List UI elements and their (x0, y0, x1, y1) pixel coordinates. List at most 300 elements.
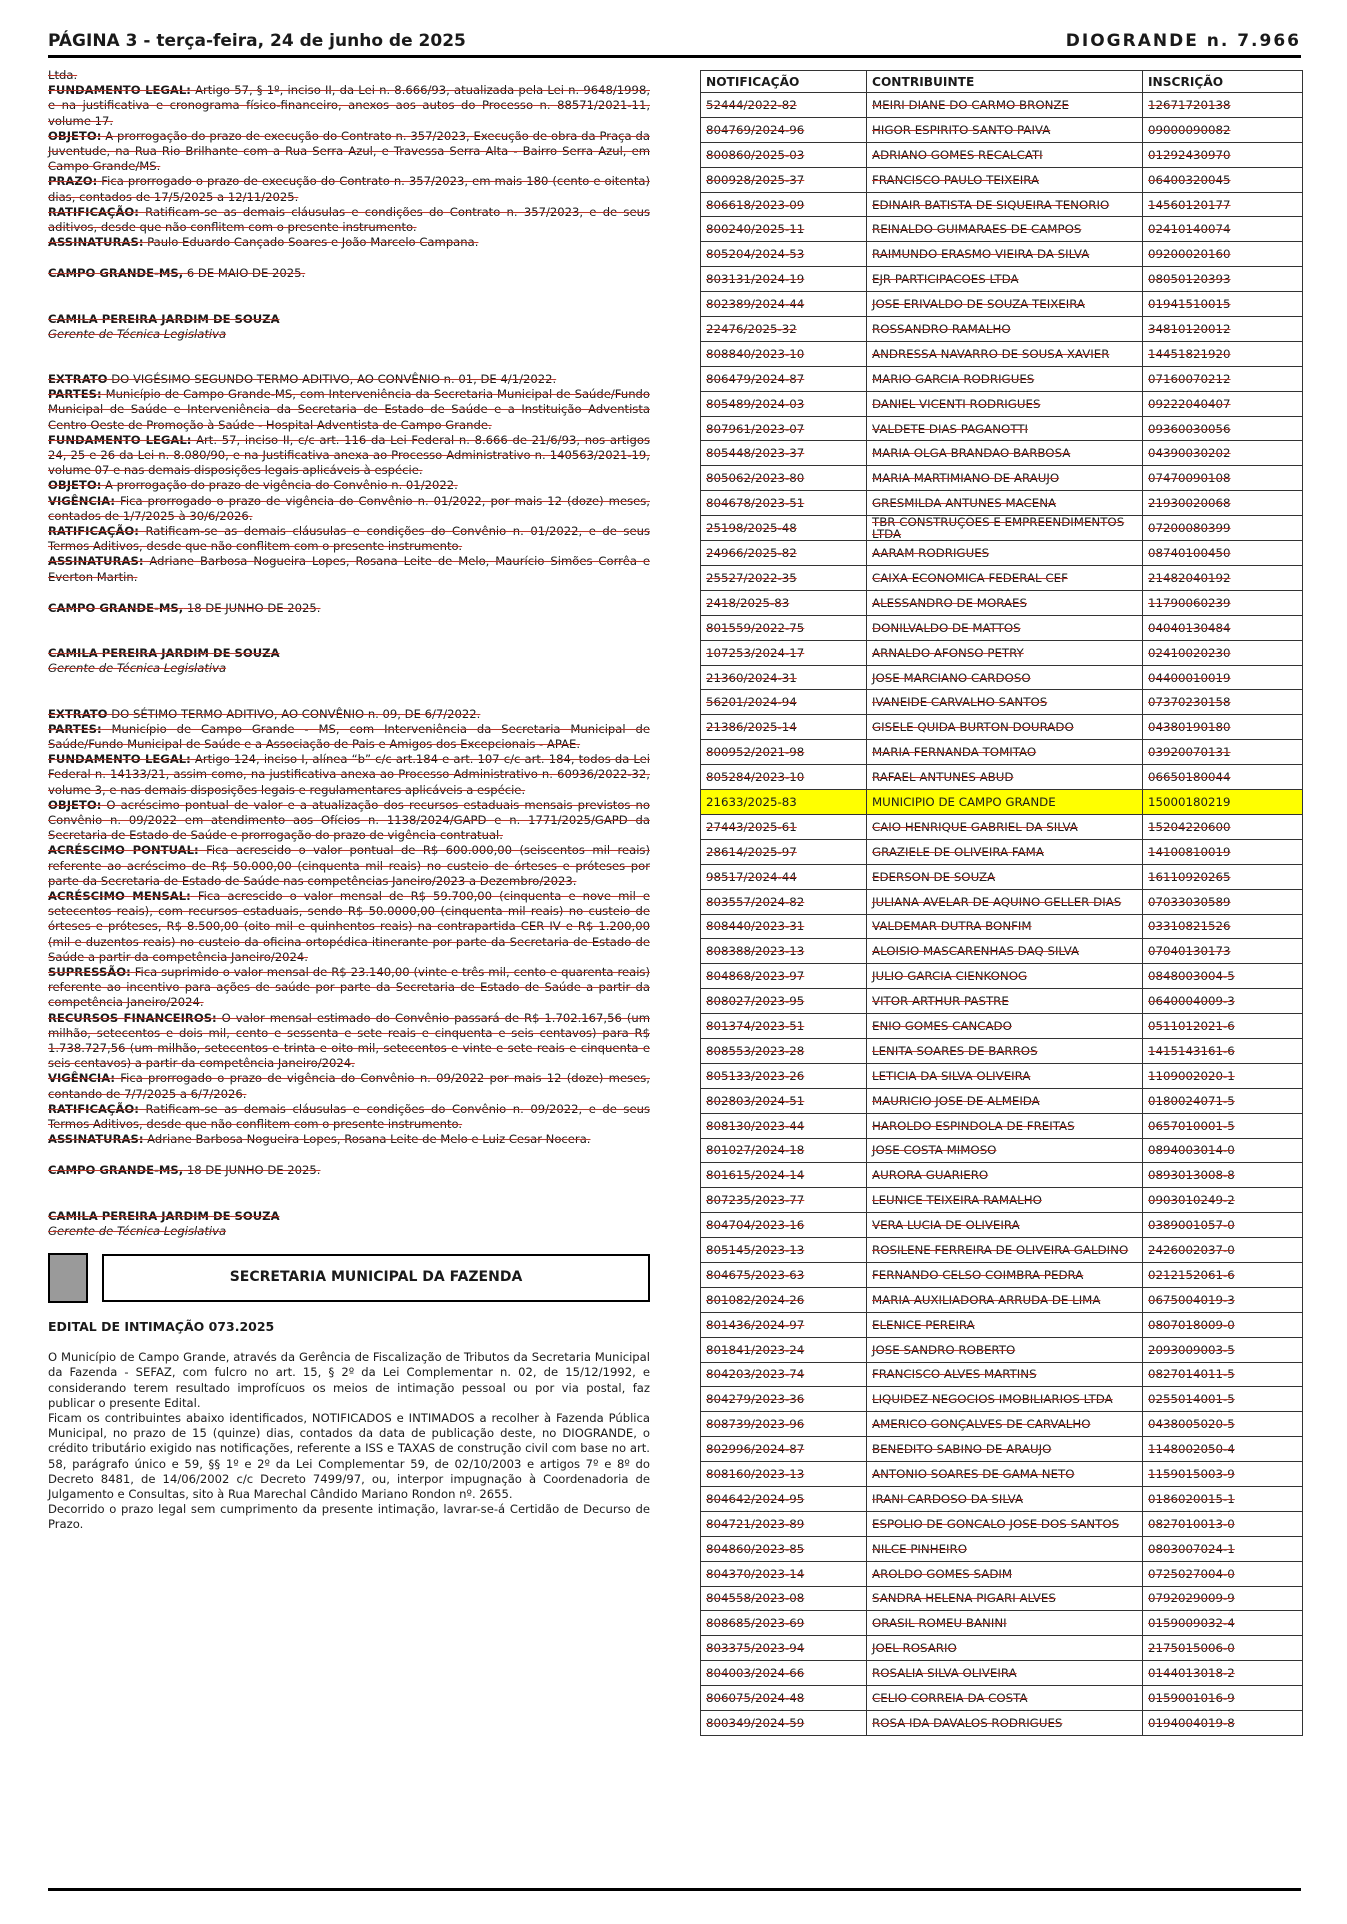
cell-inscricao: 0180024071-5 (1143, 1088, 1303, 1113)
table-body (701, 93, 1303, 1736)
cell-notificacao: 25198/2025-48 (701, 516, 867, 541)
cell-contribuinte: DONILVALDO DE MATTOS (867, 615, 1143, 640)
cell-contribuinte: MARIA MARTIMIANO DE ARAUJO (867, 466, 1143, 491)
text: Fica suprimido o valor mensal de R$ 23.140,00 (vinte e três mil, cento e quarenta reais) referente ao incentivo para ações de saúde por parte da Secretaria de Estado de Saúde a partir da competência Janeiro/2024. (48, 964, 650, 1010)
footer-rule (48, 1888, 1301, 1891)
label: OBJETO: (48, 128, 102, 143)
table-row (701, 217, 1303, 242)
label: RATIFICAÇÃO: (48, 524, 139, 539)
prazo (48, 174, 650, 204)
label: FUNDAMENTO LEGAL: (48, 83, 191, 98)
cell-notificacao: 804558/2023-08 (701, 1586, 867, 1611)
place-date (48, 266, 650, 281)
cell-notificacao: 805145/2023-13 (701, 1238, 867, 1263)
cell-inscricao: 08050120393 (1143, 267, 1303, 292)
table-row (701, 317, 1303, 342)
cell-inscricao: 02410020230 (1143, 640, 1303, 665)
cell-contribuinte: GRESMILDA ANTUNES MACENA (867, 491, 1143, 516)
cell-contribuinte: BENEDITO SABINO DE ARAUJO (867, 1437, 1143, 1462)
cell-contribuinte: FERNANDO CELSO COIMBRA PEDRA (867, 1262, 1143, 1287)
table-row (701, 1511, 1303, 1536)
cell-notificacao: 804860/2023-85 (701, 1536, 867, 1561)
cell-inscricao: 07160070212 (1143, 366, 1303, 391)
cell-inscricao: 07033030589 (1143, 889, 1303, 914)
table-row (701, 416, 1303, 441)
cell-contribuinte: MARIO GARCIA RODRIGUES (867, 366, 1143, 391)
cell-inscricao: 12671720138 (1143, 93, 1303, 118)
cell-notificacao: 27443/2025-61 (701, 814, 867, 839)
cell-notificacao: 801436/2024-97 (701, 1312, 867, 1337)
cell-inscricao: 03920070131 (1143, 740, 1303, 765)
text: Ratificam-se as demais cláusulas e condições do Convênio n. 01/2022, e de seus Termos Aditivos, desde que não conflitem com o presente instrumento. (48, 524, 650, 554)
text: Artigo 57, § 1º, inciso II, da Lei n. 8.666/93, atualizada pela Lei n. 9648/1998, e na justificativa e cronograma físico-financeiro, anexos aos autos do Processo n. 88571/2021-11, volume 17. (48, 83, 650, 128)
cell-notificacao: 25527/2022-35 (701, 566, 867, 591)
table-row (701, 341, 1303, 366)
cell-contribuinte: LIQUIDEZ NEGOCIOS IMOBILIARIOS LTDA (867, 1387, 1143, 1412)
cell-notificacao: 806479/2024-87 (701, 366, 867, 391)
page-header (48, 28, 1301, 58)
cell-inscricao: 1415143161-6 (1143, 1038, 1303, 1063)
table-row (701, 167, 1303, 192)
cell-notificacao: 804279/2023-36 (701, 1387, 867, 1412)
table-header-row (701, 71, 1303, 93)
extrato-title (48, 707, 650, 722)
label: EXTRATO (48, 372, 108, 387)
cell-notificacao: 807235/2023-77 (701, 1188, 867, 1213)
cell-contribuinte: JULIANA AVELAR DE AQUINO GELLER DIAS (867, 889, 1143, 914)
cell-contribuinte: ROSILENE FERREIRA DE OLIVEIRA GALDINO (867, 1238, 1143, 1263)
cell-notificacao: 803131/2024-19 (701, 267, 867, 292)
ratificacao (48, 1102, 650, 1132)
label: PARTES: (48, 387, 102, 402)
cell-contribuinte: LEUNICE TEIXEIRA RAMALHO (867, 1188, 1143, 1213)
cell-inscricao: 0144013018-2 (1143, 1661, 1303, 1686)
cell-inscricao: 01292430970 (1143, 142, 1303, 167)
table-row (701, 1138, 1303, 1163)
cell-contribuinte: FRANCISCO ALVES MARTINS (867, 1362, 1143, 1387)
cell-contribuinte: SANDRA HELENA PIGARI ALVES (867, 1586, 1143, 1611)
cell-notificacao: 22476/2025-32 (701, 317, 867, 342)
table-row (701, 566, 1303, 591)
signatory-role: Gerente de Técnica Legislativa (48, 661, 227, 676)
cell-contribuinte: EDERSON DE SOUZA (867, 864, 1143, 889)
cell-inscricao: 0389001057-0 (1143, 1213, 1303, 1238)
cell-notificacao: 21633/2025-83 (701, 790, 867, 815)
cell-contribuinte: TBR CONSTRUÇÕES E EMPREENDIMENTOS LTDA (867, 516, 1143, 541)
cell-inscricao: 11790060239 (1143, 590, 1303, 615)
ratificacao (48, 524, 650, 554)
table-row (701, 1636, 1303, 1661)
section-header (48, 1253, 650, 1303)
table-row (701, 93, 1303, 118)
cell-inscricao: 09000090082 (1143, 117, 1303, 142)
table-row (701, 939, 1303, 964)
cell-notificacao: 804769/2024-96 (701, 117, 867, 142)
table-row (701, 267, 1303, 292)
cell-notificacao: 2418/2025-83 (701, 590, 867, 615)
cell-inscricao: 0159009032-4 (1143, 1611, 1303, 1636)
vigencia (48, 1071, 650, 1101)
table-row (701, 765, 1303, 790)
cell-notificacao: 28614/2025-97 (701, 839, 867, 864)
partes (48, 722, 650, 752)
cell-notificacao: 803557/2024-82 (701, 889, 867, 914)
cell-notificacao: 808027/2023-95 (701, 989, 867, 1014)
cell-contribuinte: CELIO CORREIA DA COSTA (867, 1686, 1143, 1711)
cell-notificacao: 801374/2023-51 (701, 1014, 867, 1039)
cell-contribuinte: EDINAIR BATISTA DE SIQUEIRA TENORIO (867, 192, 1143, 217)
cell-contribuinte: ALOISIO MASCARENHAS DAQ SILVA (867, 939, 1143, 964)
cell-contribuinte: HIGOR ESPIRITO SANTO PAIVA (867, 117, 1143, 142)
label: ASSINATURAS: (48, 554, 144, 569)
cell-notificacao: 808440/2023-31 (701, 914, 867, 939)
cell-inscricao: 0675004019-3 (1143, 1287, 1303, 1312)
cell-contribuinte: REINALDO GUIMARAES DE CAMPOS (867, 217, 1143, 242)
table-row (701, 1686, 1303, 1711)
cell-contribuinte: JOSE COSTA MIMOSO (867, 1138, 1143, 1163)
cell-notificacao: 808739/2023-96 (701, 1412, 867, 1437)
cell-inscricao: 0792029009-9 (1143, 1586, 1303, 1611)
publication-number: DIOGRANDE n. 7.966 (1065, 31, 1301, 51)
cell-inscricao: 0803007024-1 (1143, 1536, 1303, 1561)
text: O acréscimo pontual de valor e a atualização dos recursos estaduais mensais previstos no Convênio n. 09/2022 em atendimento aos Ofícios n. 1138/2024/GAPD e n. 1771/2025/GAPD da Secretaria de Estado de Saúde e prorrogação do prazo de vigência contratual. (48, 797, 650, 843)
table-row (701, 740, 1303, 765)
table-row (701, 1238, 1303, 1263)
cell-notificacao: 800349/2024-59 (701, 1711, 867, 1736)
text: Fica acrescido o valor mensal de R$ 59.700,00 (cinquenta e nove mil e setecentos reais), com recursos estaduais, sendo R$ 50.0000,00 (cinquenta mil reais) no custeio de órteses e próteses, R$ 8.500,00 (oito mil e quinhentos reais) na contrapartida CER IV e R$ 1.200,00 (mil e duzentos reais) no custeio da oficina ortopédica itinerante por parte da Secretaria de Estado de Saúde a partir da competência Janeiro/2024. (48, 888, 650, 964)
objeto (48, 798, 650, 844)
col-header-inscricao: INSCRIÇÃO (1143, 71, 1303, 93)
label: RATIFICAÇÃO: (48, 1101, 139, 1116)
table-row (701, 1362, 1303, 1387)
cell-notificacao: 806075/2024-48 (701, 1686, 867, 1711)
page-date: PÁGINA 3 - terça-feira, 24 de junho de 2025 (48, 31, 466, 51)
text: Adriane Barbosa Nogueira Lopes, Rosana Leite de Melo e Luiz Cesar Nocera. (143, 1132, 591, 1147)
cell-contribuinte: CAIXA ECONOMICA FEDERAL CEF (867, 566, 1143, 591)
cell-notificacao: 804704/2023-16 (701, 1213, 867, 1238)
text: 18 DE JUNHO DE 2025. (183, 600, 321, 615)
label: CAMPO GRANDE-MS, (48, 266, 184, 281)
label: FUNDAMENTO LEGAL: (48, 432, 192, 447)
cell-inscricao: 14451821920 (1143, 341, 1303, 366)
table-row (701, 292, 1303, 317)
label: ACRÉSCIMO MENSAL: (48, 888, 191, 903)
cell-contribuinte: GISELE QUIDA BURTON DOURADO (867, 715, 1143, 740)
cell-inscricao: 2093009003-5 (1143, 1337, 1303, 1362)
cell-contribuinte: IRANI CARDOSO DA SILVA (867, 1486, 1143, 1511)
table-row (701, 715, 1303, 740)
label: VIGÊNCIA: (48, 1071, 116, 1086)
cell-inscricao: 0807018009-0 (1143, 1312, 1303, 1337)
cell-contribuinte: MUNICIPIO DE CAMPO GRANDE (867, 790, 1143, 815)
table-row (701, 1337, 1303, 1362)
label: EXTRATO (48, 706, 108, 721)
table-row (701, 541, 1303, 566)
cell-inscricao: 34810120012 (1143, 317, 1303, 342)
cell-notificacao: 800240/2025-11 (701, 217, 867, 242)
table-row (701, 814, 1303, 839)
signatory-role: Gerente de Técnica Legislativa (48, 326, 227, 341)
table-row (701, 142, 1303, 167)
cell-notificacao: 808388/2023-13 (701, 939, 867, 964)
table-row (701, 790, 1303, 815)
cell-inscricao: 1148002050-4 (1143, 1437, 1303, 1462)
edital-paragraph-2: Ficam os contribuintes abaixo identificados, NOTIFICADOS e INTIMADOS a recolher à Fazenda Pública Municipal, no prazo de 15 (quinze) dias, contados da data de publicação deste, no DIOGRANDE, o crédito tributário exigido nas notificações, referente a ISS e TAXAS de construção civil com base no art. 58, parágrafo único e 59, §§ 1º e 2º da Lei Complementar 59, de 02/10/2003 e artigos 7º e 8º do Decreto 8481, de 14/06/2002 c/c Decreto 7499/97, ou, interpor impugnação à Coordenadoria de Julgamento e Consultas, sito à Rua Marechal Cândido Mariano Rondon nº. 2655. (48, 1411, 650, 1502)
col-header-contribuinte: CONTRIBUINTE (867, 71, 1143, 93)
cell-inscricao: 0212152061-6 (1143, 1262, 1303, 1287)
table-row (701, 964, 1303, 989)
cell-contribuinte: FRANCISCO PAULO TEIXEIRA (867, 167, 1143, 192)
table-row (701, 839, 1303, 864)
table-row (701, 1113, 1303, 1138)
table-row (701, 1586, 1303, 1611)
signatory-role: Gerente de Técnica Legislativa (48, 1223, 227, 1238)
cell-contribuinte: MARIA AUXILIADORA ARRUDA DE LIMA (867, 1287, 1143, 1312)
cell-notificacao: 801841/2023-24 (701, 1337, 867, 1362)
text: A prorrogação do prazo de execução do Contrato n. 357/2023, Execução de obra da Praça da Juventude, na Rua Rio Brilhante com a Rua Serra Azul, e Travessa Serra Alta - Bairro Serra Azul, em Campo Grande/MS. (48, 128, 650, 174)
table-row (701, 1213, 1303, 1238)
cell-inscricao: 09360030056 (1143, 416, 1303, 441)
table-row (701, 1188, 1303, 1213)
signatory-name: CAMILA PEREIRA JARDIM DE SOUZA (48, 1208, 280, 1223)
table-row (701, 1561, 1303, 1586)
table-row (701, 1437, 1303, 1462)
cell-notificacao: 801082/2024-26 (701, 1287, 867, 1312)
cell-notificacao: 801559/2022-75 (701, 615, 867, 640)
signatory-name: CAMILA PEREIRA JARDIM DE SOUZA (48, 311, 280, 326)
cell-contribuinte: MEIRI DIANE DO CARMO BRONZE (867, 93, 1143, 118)
cell-contribuinte: CAIO HENRIQUE GABRIEL DA SILVA (867, 814, 1143, 839)
cell-notificacao: 808130/2023-44 (701, 1113, 867, 1138)
cell-inscricao: 21482040192 (1143, 566, 1303, 591)
label: OBJETO: (48, 797, 102, 812)
text: Fica acrescido o valor pontual de R$ 600.000,00 (seiscentos mil reais) referente ao acréscimo de R$ 50.000,00 (cinquenta mil reais) no custeio de órteses e próteses por parte da Secretaria de Estado de Saúde nas competências Janeiro/2023 a Dezembro/2023. (48, 843, 650, 888)
cell-contribuinte: RAFAEL ANTUNES ABUD (867, 765, 1143, 790)
text: Ratificam-se as demais cláusulas e condições do Contrato n. 357/2023, e de seus aditivos, desde que não conflitem com o presente instrumento. (48, 204, 650, 235)
table-row (701, 1088, 1303, 1113)
text: Paulo Eduardo Cançado Soares e João Marcelo Campana. (143, 235, 479, 250)
extract-convenio-01 (48, 372, 650, 676)
cell-contribuinte: LETICIA DA SILVA OLIVEIRA (867, 1063, 1143, 1088)
cell-notificacao: 806618/2023-09 (701, 192, 867, 217)
cell-contribuinte: ROSA IDA DAVALOS RODRIGUES (867, 1711, 1143, 1736)
cell-contribuinte: ALESSANDRO DE MORAES (867, 590, 1143, 615)
table-row (701, 1063, 1303, 1088)
text: Art. 57, inciso II, c/c art. 116 da Lei Federal n. 8.666 de 21/6/93, nos artigos 24, 25 e 26 da Lei n. 8.080/90, e na Justificativa anexa ao Processo Administrativo n. 140563/2021-19, volume 07 e nas demais disposições legais aplicáveis à espécie. (48, 432, 650, 478)
table-row (701, 665, 1303, 690)
cell-contribuinte: AROLDO GOMES SADIM (867, 1561, 1143, 1586)
cell-notificacao: 107253/2024-17 (701, 640, 867, 665)
cell-contribuinte: ARNALDO AFONSO PETRY (867, 640, 1143, 665)
cell-notificacao: 805448/2023-37 (701, 441, 867, 466)
cell-inscricao: 2175015006-0 (1143, 1636, 1303, 1661)
left-column (48, 68, 650, 1533)
table-row (701, 366, 1303, 391)
cell-notificacao: 808685/2023-69 (701, 1611, 867, 1636)
cell-inscricao: 0640004009-3 (1143, 989, 1303, 1014)
cell-inscricao: 0186020015-1 (1143, 1486, 1303, 1511)
recursos-financeiros (48, 1011, 650, 1072)
table-row (701, 242, 1303, 267)
text: DO VIGÉSIMO SEGUNDO TERMO ADITIVO, AO CONVÊNIO n. 01, DE 4/1/2022. (107, 372, 557, 387)
cell-contribuinte: IVANEIDE CARVALHO SANTOS (867, 690, 1143, 715)
objeto (48, 478, 650, 493)
cell-notificacao: 808840/2023-10 (701, 341, 867, 366)
cell-inscricao: 14560120177 (1143, 192, 1303, 217)
place-date (48, 1163, 650, 1178)
cell-inscricao: 07040130173 (1143, 939, 1303, 964)
assinaturas (48, 235, 650, 250)
cell-contribuinte: AARAM RODRIGUES (867, 541, 1143, 566)
cell-inscricao: 03310821526 (1143, 914, 1303, 939)
table-row (701, 441, 1303, 466)
label: PRAZO: (48, 174, 98, 189)
text: A prorrogação do prazo de vigência do Convênio n. 01/2022. (101, 478, 458, 493)
cell-inscricao: 21930020068 (1143, 491, 1303, 516)
cell-inscricao: 09222040407 (1143, 391, 1303, 416)
paragraph: Ltda. (48, 68, 78, 82)
acrescimo-pontual (48, 843, 650, 889)
cell-inscricao: 0893013008-8 (1143, 1163, 1303, 1188)
label: FUNDAMENTO LEGAL: (48, 752, 191, 767)
cell-contribuinte: JOSE MARCIANO CARDOSO (867, 665, 1143, 690)
cell-contribuinte: MARIA OLGA BRANDAO BARBOSA (867, 441, 1143, 466)
cell-notificacao: 807961/2023-07 (701, 416, 867, 441)
section-marker (48, 1253, 88, 1303)
cell-notificacao: 804003/2024-66 (701, 1661, 867, 1686)
section-title: SECRETARIA MUNICIPAL DA FAZENDA (102, 1254, 650, 1302)
cell-contribuinte: VALDETE DIAS PAGANOTTI (867, 416, 1143, 441)
cell-notificacao: 804721/2023-89 (701, 1511, 867, 1536)
cell-notificacao: 805204/2024-53 (701, 242, 867, 267)
cell-contribuinte: RAIMUNDO ERASMO VIEIRA DA SILVA (867, 242, 1143, 267)
label: ASSINATURAS: (48, 1132, 144, 1147)
cell-contribuinte: MARIA FERNANDA TOMITAO (867, 740, 1143, 765)
cell-notificacao: 800952/2021-98 (701, 740, 867, 765)
label: RECURSOS FINANCEIROS: (48, 1010, 217, 1025)
table-row (701, 192, 1303, 217)
text: Adriane Barbosa Nogueira Lopes, Rosana Leite de Melo, Maurício Simões Corrêa e Everton Martin. (48, 554, 650, 584)
cell-inscricao: 06650180044 (1143, 765, 1303, 790)
ratificacao (48, 205, 650, 235)
table-row (701, 1163, 1303, 1188)
cell-notificacao: 805489/2024-03 (701, 391, 867, 416)
text: Ratificam-se as demais cláusulas e condições do Convênio n. 09/2022, e de seus Termos Aditivos, desde que não conflitem com o presente instrumento. (48, 1101, 650, 1131)
cell-inscricao: 04040130484 (1143, 615, 1303, 640)
cell-inscricao: 0827010013-0 (1143, 1511, 1303, 1536)
cell-notificacao: 804642/2024-95 (701, 1486, 867, 1511)
table-row (701, 1412, 1303, 1437)
cell-inscricao: 07470090108 (1143, 466, 1303, 491)
table-row (701, 1611, 1303, 1636)
fundamento-legal (48, 433, 650, 479)
cell-notificacao: 802996/2024-87 (701, 1437, 867, 1462)
label: VIGÊNCIA: (48, 493, 116, 508)
cell-inscricao: 06400320045 (1143, 167, 1303, 192)
table-row (701, 391, 1303, 416)
cell-inscricao: 0827014011-5 (1143, 1362, 1303, 1387)
fundamento-legal (48, 83, 650, 129)
table-row (701, 516, 1303, 541)
text: Fica prorrogado o prazo de vigência do Convênio n. 01/2022, por mais 12 (doze) meses, contados de 1/7/2025 à 30/6/2026. (48, 493, 650, 523)
cell-inscricao: 09200020160 (1143, 242, 1303, 267)
cell-inscricao: 0903010249-2 (1143, 1188, 1303, 1213)
edital-paragraph-1: O Município de Campo Grande, através da Gerência de Fiscalização de Tributos da Secretaria Municipal da Fazenda - SEFAZ, com fulcro no art. 15, § 2º da Lei Complementar n. 02, de 15/12/1992, e considerando terem resultado improfícuos os meios de intimação pessoal ou por via postal, faz publicar o presente Edital. (48, 1350, 650, 1410)
cell-contribuinte: AURORA GUARIERO (867, 1163, 1143, 1188)
table-row (701, 615, 1303, 640)
signatory-name: CAMILA PEREIRA JARDIM DE SOUZA (48, 646, 280, 661)
cell-contribuinte: ANTONIO SOARES DE GAMA NETO (867, 1462, 1143, 1487)
table-row (701, 1014, 1303, 1039)
extrato-title (48, 372, 650, 387)
cell-notificacao: 802389/2024-44 (701, 292, 867, 317)
cell-notificacao: 800860/2025-03 (701, 142, 867, 167)
cell-contribuinte: JOSE ERIVALDO DE SOUZA TEIXEIRA (867, 292, 1143, 317)
cell-contribuinte: VITOR ARTHUR PASTRE (867, 989, 1143, 1014)
cell-inscricao: 0255014001-5 (1143, 1387, 1303, 1412)
cell-inscricao: 04380190180 (1143, 715, 1303, 740)
label: CAMPO GRANDE-MS, (48, 600, 184, 615)
cell-inscricao: 0848003004-5 (1143, 964, 1303, 989)
cell-contribuinte: DANIEL VICENTI RODRIGUES (867, 391, 1143, 416)
cell-contribuinte: ORASIL ROMEU BANINI (867, 1611, 1143, 1636)
cell-inscricao: 07370230158 (1143, 690, 1303, 715)
table-row (701, 914, 1303, 939)
cell-contribuinte: ROSSANDRO RAMALHO (867, 317, 1143, 342)
cell-contribuinte: JULIO GARCIA CIENKONOG (867, 964, 1143, 989)
table-row (701, 491, 1303, 516)
cell-inscricao: 16110920265 (1143, 864, 1303, 889)
label: ASSINATURAS: (48, 235, 144, 250)
cell-contribuinte: HAROLDO ESPINDOLA DE FREITAS (867, 1113, 1143, 1138)
cell-contribuinte: JOEL ROSARIO (867, 1636, 1143, 1661)
text: Município de Campo Grande-MS, com Interveniência da Secretaria Municipal de Saúde/Fundo Municipal de Saúde e Interveniência da Secretaria de Estado de Saúde e a Instituição Adventista Centro Oeste de Promoção à Saúde - Hospital Adventista de Campo Grande. (48, 387, 650, 432)
cell-notificacao: 808160/2023-13 (701, 1462, 867, 1487)
cell-contribuinte: VERA LUCIA DE OLIVEIRA (867, 1213, 1143, 1238)
table-row (701, 889, 1303, 914)
cell-inscricao: 07200080399 (1143, 516, 1303, 541)
text: Município de Campo Grande - MS, com Interveniência da Secretaria Municipal de Saúde/Fundo Municipal de Saúde e a Associação de Pais e Amigos dos Excepcionais - APAE. (48, 721, 650, 751)
cell-notificacao: 801027/2024-18 (701, 1138, 867, 1163)
cell-contribuinte: MAURICIO JOSE DE ALMEIDA (867, 1088, 1143, 1113)
table-row (701, 864, 1303, 889)
fundamento-legal (48, 752, 650, 798)
table-row (701, 1486, 1303, 1511)
cell-notificacao: 804675/2023-63 (701, 1262, 867, 1287)
cell-contribuinte: GRAZIELE DE OLIVEIRA FAMA (867, 839, 1143, 864)
supressao (48, 965, 650, 1011)
cell-notificacao: 21360/2024-31 (701, 665, 867, 690)
table-row (701, 1711, 1303, 1736)
cell-contribuinte: ROSALIA SILVA OLIVEIRA (867, 1661, 1143, 1686)
text: 18 DE JUNHO DE 2025. (183, 1163, 321, 1178)
cell-contribuinte: ELENICE PEREIRA (867, 1312, 1143, 1337)
cell-inscricao: 01941510015 (1143, 292, 1303, 317)
cell-inscricao: 0511012021-6 (1143, 1014, 1303, 1039)
label: RATIFICAÇÃO: (48, 204, 139, 219)
text: O valor mensal estimado do Convênio passará de R$ 1.702.167,56 (um milhão, setecentos e dois mil, cento e sessenta e sete reais e cinquenta e seis centavos) para R$ 1.738.727,56 (um milhão, setecentos e trinta e oito mil, setecentos e vinte e sete reais e cinquenta e seis centavos) a partir da competência Janeiro/2024. (48, 1010, 650, 1071)
table-row (701, 640, 1303, 665)
cell-contribuinte: ENIO GOMES CANCADO (867, 1014, 1143, 1039)
text: DO SÉTIMO TERMO ADITIVO, AO CONVÊNIO n. 09, DE 6/7/2022. (107, 706, 481, 721)
edital-title: EDITAL DE INTIMAÇÃO 073.2025 (48, 1319, 275, 1334)
cell-inscricao: 1109002020-1 (1143, 1063, 1303, 1088)
cell-contribuinte: AMERICO GONÇALVES DE CARVALHO (867, 1412, 1143, 1437)
objeto (48, 129, 650, 175)
cell-inscricao: 04390030202 (1143, 441, 1303, 466)
assinaturas (48, 1132, 650, 1147)
cell-notificacao: 804868/2023-97 (701, 964, 867, 989)
